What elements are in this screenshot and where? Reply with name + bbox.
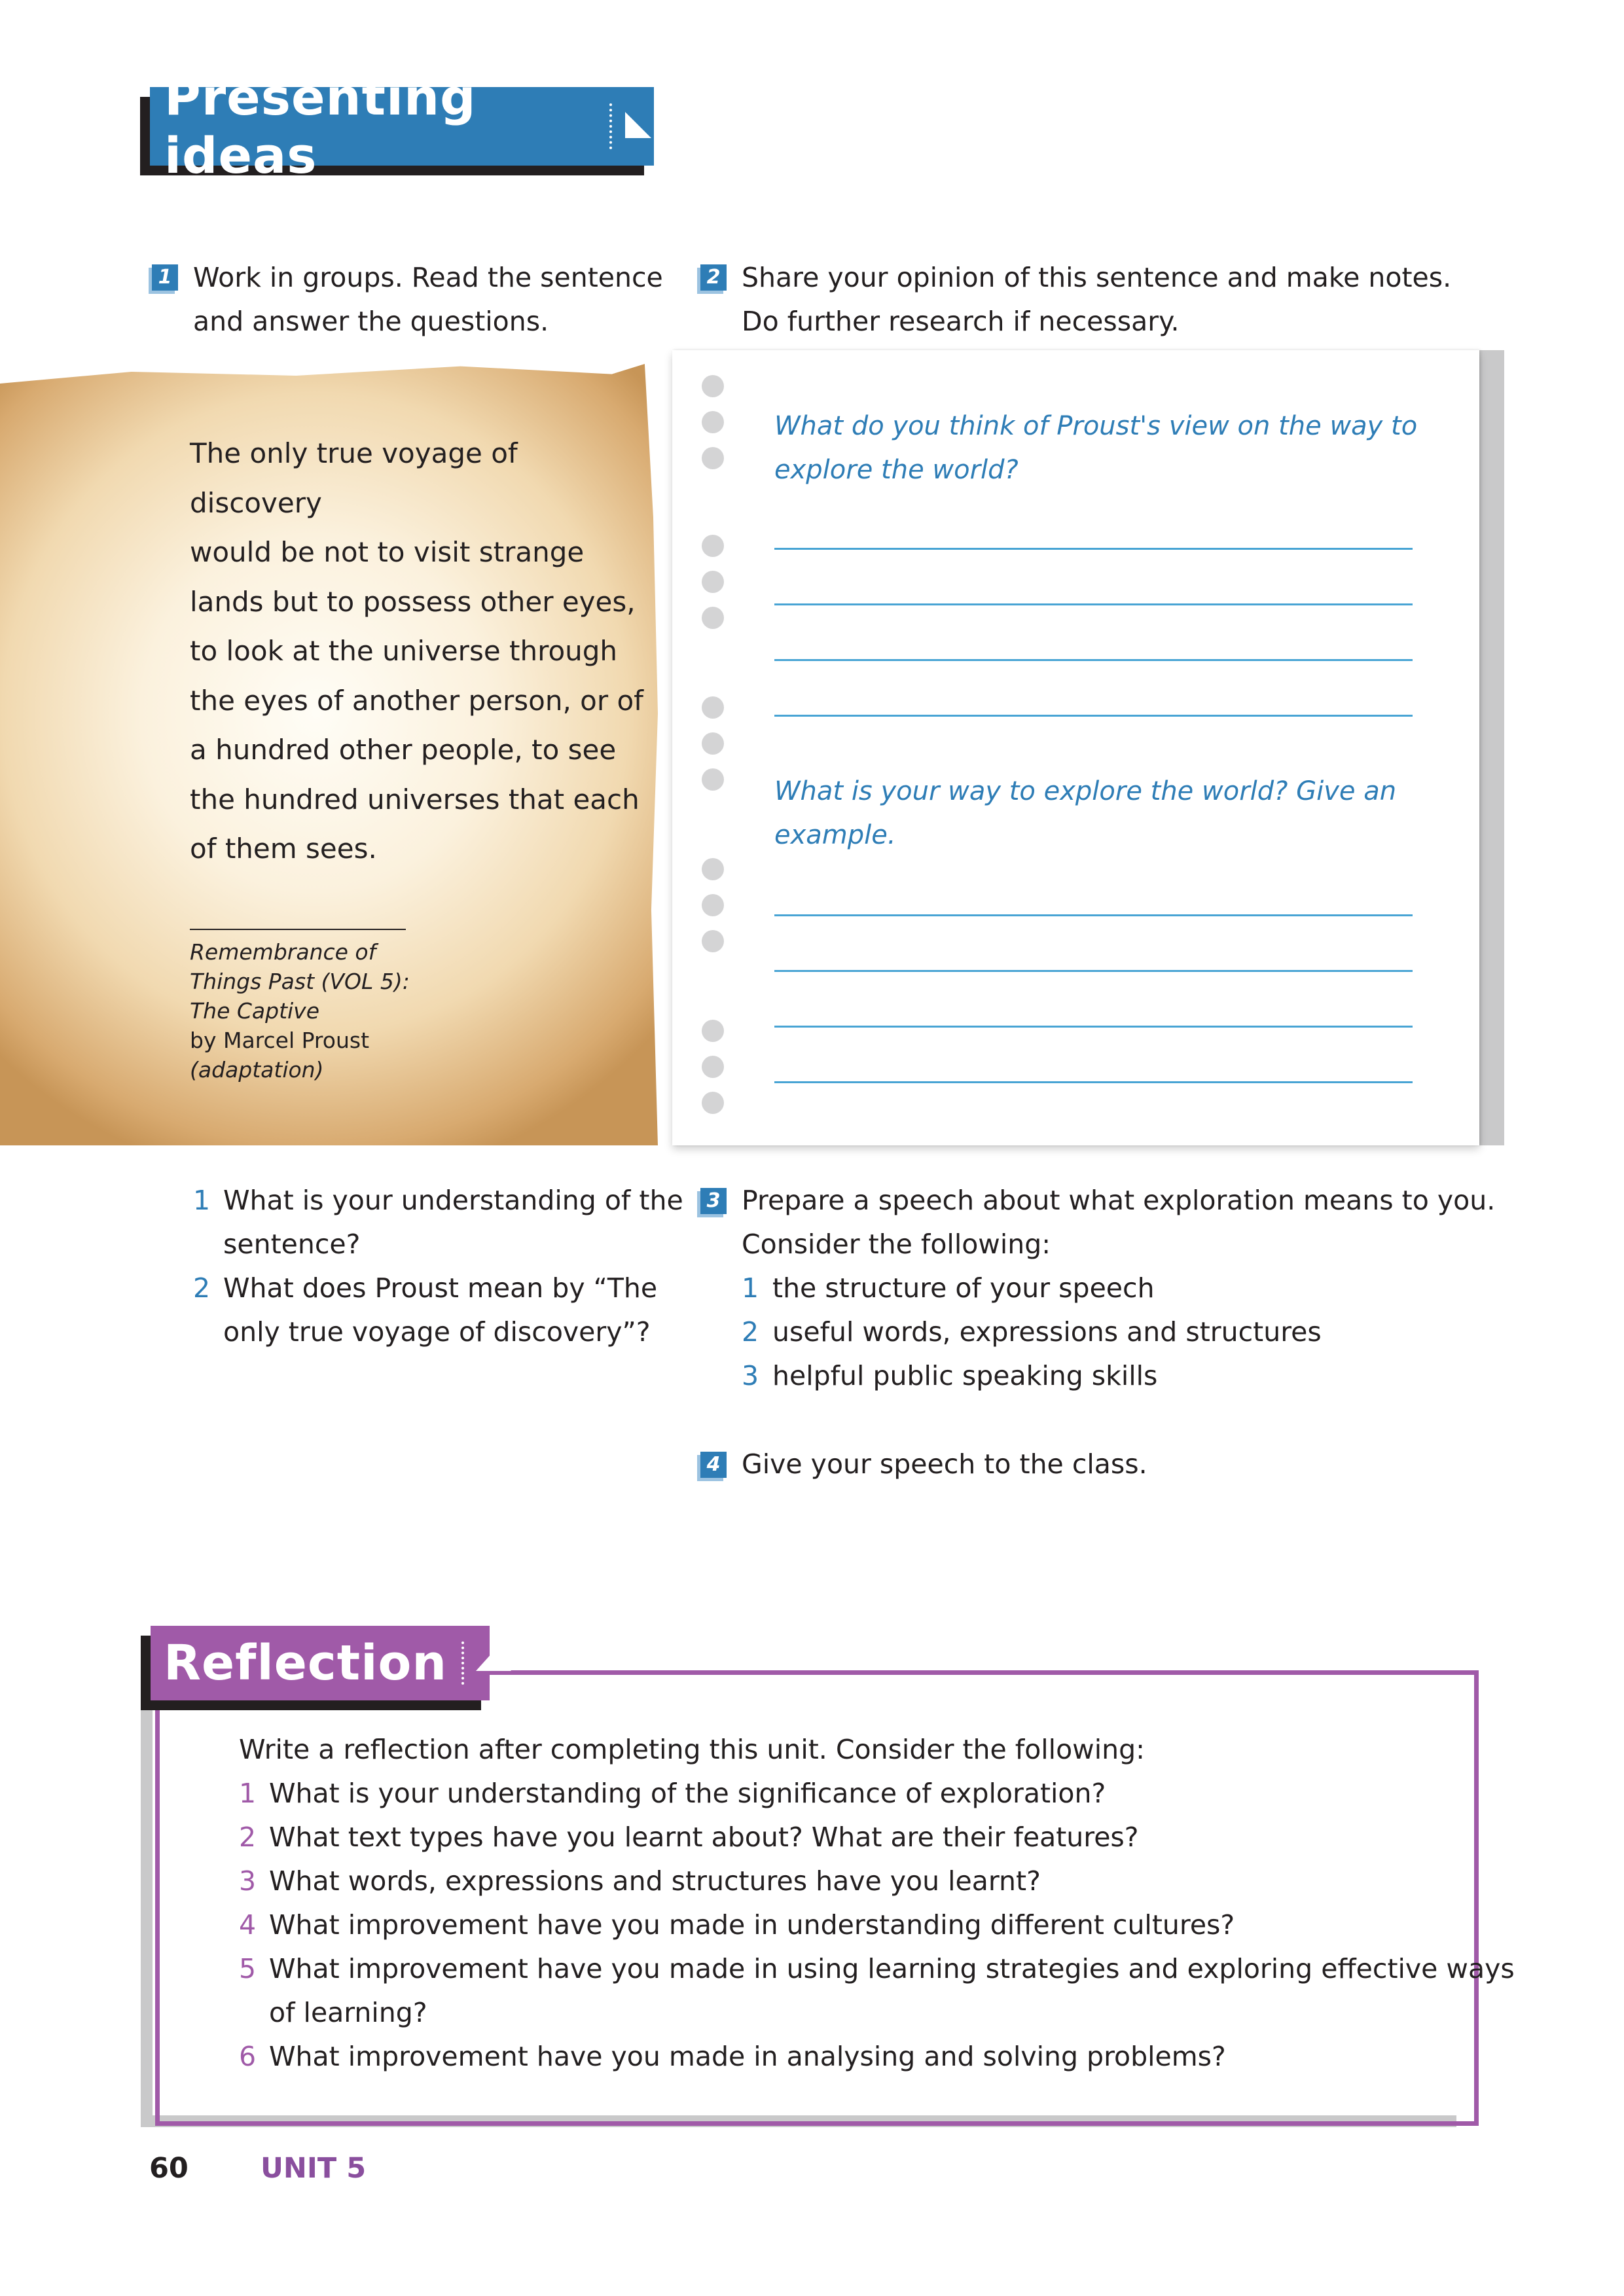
item-number: 1 (742, 1272, 759, 1304)
prompt-line: What do you think of Proust's view on the way to (774, 411, 1418, 441)
reflection-item-text: What text types have you learnt about? What are their features? (269, 1821, 1139, 1853)
item-number: 3 (239, 1865, 257, 1897)
task-number-badge: 1 (152, 264, 178, 291)
question-line: What does Proust mean by “The (223, 1272, 658, 1304)
writing-line[interactable] (774, 603, 1413, 605)
task-number-badge: 4 (700, 1452, 727, 1478)
quote-line: a hundred other people, to see (190, 734, 617, 766)
quote-line: lands but to possess other eyes, (190, 585, 636, 618)
section-header-reflection (151, 1626, 490, 1700)
task3-item (742, 1354, 759, 1398)
task1-question-text (223, 1179, 683, 1266)
quote-line: The only true voyage of discovery (190, 437, 518, 519)
task1-line: and answer the questions. (193, 306, 549, 337)
task1-instruction (193, 256, 663, 344)
spiral-hole (702, 411, 724, 433)
task3-item-text: the structure of your speech (772, 1272, 1155, 1304)
source-divider (190, 929, 406, 930)
reflection-item (239, 1859, 256, 1903)
reflection-title: Reflection (164, 1635, 448, 1691)
reflection-item-text (269, 1947, 1515, 2035)
writing-line[interactable] (774, 1026, 1413, 1028)
page-number: 60 (149, 2152, 189, 2185)
triangle-up-icon (473, 1649, 514, 1677)
reflection-item (239, 1816, 256, 1859)
spiral-hole (702, 1056, 724, 1078)
quote-line: to look at the universe through (190, 635, 618, 667)
reflection-item (239, 1903, 256, 1947)
task4-instruction: Give your speech to the class. (742, 1448, 1147, 1480)
spiral-hole (702, 375, 724, 397)
writing-line[interactable] (774, 1081, 1413, 1083)
writing-line[interactable] (774, 548, 1413, 550)
task1-line: Work in groups. Read the sentence (193, 262, 663, 293)
spiral-hole (702, 696, 724, 719)
header-separator (609, 103, 612, 149)
source-line: Things Past (VOL 5): (190, 969, 410, 994)
item-number: 2 (742, 1316, 759, 1348)
quote-line: the hundred universes that each (190, 783, 640, 816)
task1-question (193, 1179, 210, 1223)
prompt-line: example. (774, 820, 896, 850)
task3-line: Prepare a speech about what exploration means to you. (742, 1185, 1496, 1216)
source-line: by Marcel Proust (190, 1028, 370, 1053)
triangle-corner-icon (623, 109, 654, 143)
notebook-prompt-1 (774, 404, 1417, 492)
task-number-badge: 2 (700, 264, 727, 291)
source-line: Remembrance of (190, 939, 376, 965)
item-number: 2 (239, 1821, 257, 1853)
task3-instruction (742, 1179, 1495, 1266)
proust-quote (190, 429, 648, 874)
writing-line[interactable] (774, 659, 1413, 661)
quote-line: of them sees. (190, 833, 377, 865)
spiral-hole (702, 607, 724, 629)
prompt-line: What is your way to explore the world? Give an (774, 776, 1397, 806)
section-title: Presenting ideas (164, 68, 477, 185)
item-number: 5 (239, 1953, 257, 1984)
reflection-item-text: What improvement have you made in understanding different cultures? (269, 1909, 1235, 1941)
item-number: 3 (742, 1360, 759, 1391)
spiral-hole (702, 858, 724, 880)
spiral-hole (702, 894, 724, 916)
writing-line[interactable] (774, 914, 1413, 916)
spiral-hole (702, 1020, 724, 1042)
task3-item-text: helpful public speaking skills (772, 1360, 1158, 1391)
spiral-hole (702, 447, 724, 469)
reflection-item (239, 1947, 256, 1991)
reflection-item-text: What words, expressions and structures have you learnt? (269, 1865, 1041, 1897)
item-number: 4 (239, 1909, 257, 1941)
prompt-line: explore the world? (774, 455, 1019, 485)
question-number: 1 (193, 1185, 211, 1216)
task3-item (742, 1310, 759, 1354)
item-line: of learning? (269, 1997, 427, 2028)
item-number: 6 (239, 2041, 257, 2072)
task1-question (193, 1266, 210, 1310)
task3-item-text: useful words, expressions and structures (772, 1316, 1322, 1348)
task-number-badge: 3 (700, 1188, 727, 1214)
spiral-hole (702, 732, 724, 755)
question-line: What is your understanding of the (223, 1185, 683, 1216)
quote-source (190, 937, 410, 1085)
question-line: sentence? (223, 1229, 361, 1260)
item-line: What improvement have you made in using learning strategies and exploring effective ways (269, 1953, 1515, 1984)
task3-item (742, 1266, 759, 1310)
header-separator (461, 1641, 464, 1685)
question-line: only true voyage of discovery”? (223, 1316, 651, 1348)
unit-label: UNIT 5 (261, 2152, 367, 2185)
task3-line: Consider the following: (742, 1229, 1051, 1260)
task2-line: Do further research if necessary. (742, 306, 1180, 337)
reflection-item (239, 1772, 256, 1816)
spiral-hole (702, 571, 724, 593)
notebook-prompt-2 (774, 770, 1396, 857)
reflection-shadow (141, 1682, 153, 2127)
quote-line: the eyes of another person, or of (190, 684, 643, 717)
item-number: 1 (239, 1778, 257, 1809)
source-line: (adaptation) (190, 1057, 324, 1083)
reflection-item-text: What improvement have you made in analysing and solving problems? (269, 2041, 1226, 2072)
source-line: The Captive (190, 998, 320, 1024)
reflection-item-text: What is your understanding of the significance of exploration? (269, 1778, 1106, 1809)
task2-line: Share your opinion of this sentence and make notes. (742, 262, 1452, 293)
reflection-item (239, 2035, 256, 2079)
quote-line: would be not to visit strange (190, 536, 585, 568)
writing-line[interactable] (774, 715, 1413, 717)
spiral-hole (702, 1092, 724, 1114)
writing-line[interactable] (774, 970, 1413, 972)
spiral-hole (702, 930, 724, 952)
task2-instruction (742, 256, 1451, 344)
question-number: 2 (193, 1272, 211, 1304)
section-header-presenting-ideas (150, 68, 654, 185)
reflection-intro: Write a reflection after completing this unit. Consider the following: (239, 1734, 1145, 1765)
spiral-hole (702, 535, 724, 557)
spiral-hole (702, 768, 724, 791)
task1-question-text (223, 1266, 657, 1354)
